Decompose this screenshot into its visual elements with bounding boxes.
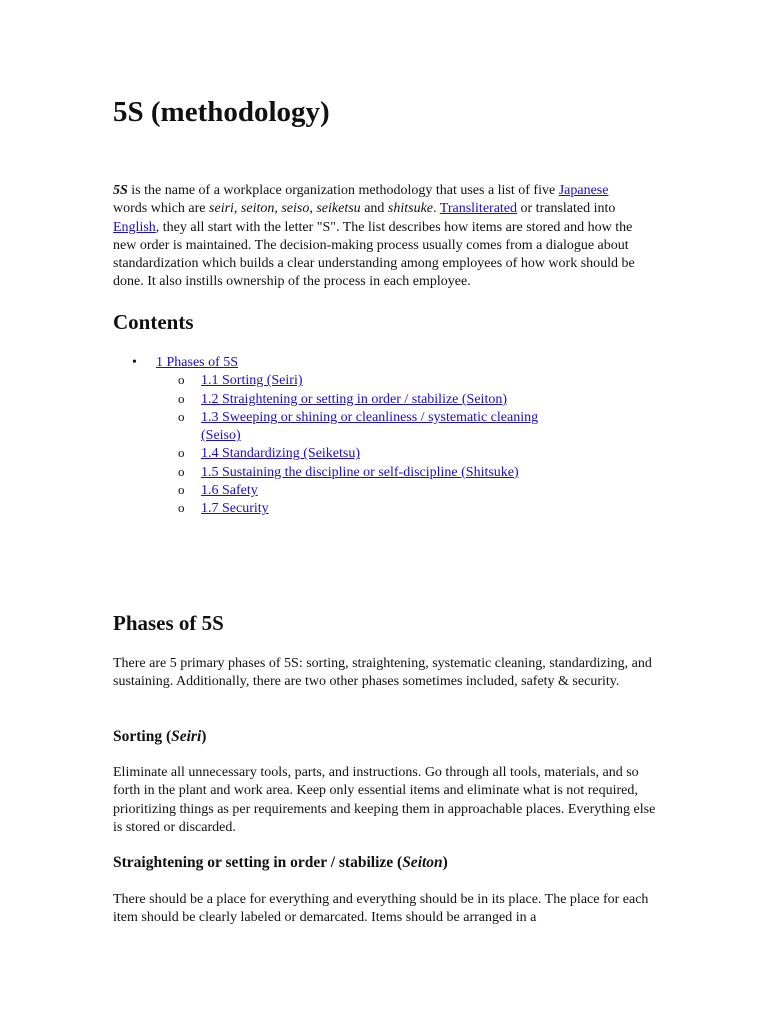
sorting-heading-suffix: ): [201, 728, 207, 745]
toc-item-sweeping: [113, 409, 571, 446]
sorting-heading: [113, 727, 206, 747]
japanese-link[interactable]: Japanese: [558, 183, 609, 198]
toc-link-standardizing[interactable]: 1.4 Standardizing (Seiketsu): [201, 446, 361, 462]
toc-link-security[interactable]: 1.7 Security: [201, 501, 269, 517]
english-link[interactable]: English: [113, 219, 156, 235]
toc-item-phases: [113, 354, 673, 372]
toc-link-straightening[interactable]: 1.2 Straightening or setting in order / stabilize (Seiton): [201, 391, 507, 407]
phases-heading: Phases of 5S: [113, 611, 224, 635]
toc-item-sustaining: [113, 464, 673, 482]
toc-item-straightening: [113, 391, 673, 409]
sorting-heading-term: Seiri: [171, 728, 202, 745]
intro-word-last: shitsuke: [387, 201, 434, 217]
straightening-heading-prefix: Straightening or setting in order / stabilize (: [113, 854, 403, 871]
toc-item-sorting: [113, 372, 673, 390]
page-title: 5S (methodology): [113, 96, 330, 128]
toc-item-standardizing: [113, 445, 673, 463]
sorting-paragraph: Eliminate all unnecessary tools, parts, and instructions. Go through all tools, materials, and so forth in the plant and work area. Keep only essential items and eliminate what is not required, prioritizing things as per requirements and keeping them in approachable places. Everything else is stored or discarded.: [113, 765, 656, 835]
transliterated-link[interactable]: Transliterated: [439, 201, 518, 217]
toc-item-safety: [113, 482, 673, 500]
sorting-heading-prefix: Sorting (: [113, 728, 172, 745]
toc-item-security: [113, 500, 673, 518]
intro-text-1: is the name of a workplace organization methodology that uses a list of five: [127, 183, 559, 198]
toc-link-safety[interactable]: 1.6 Safety: [201, 483, 258, 499]
phases-paragraph: There are 5 primary phases of 5S: sorting, straightening, systematic cleaning, standardizing, and sustaining. Additionally, there are two other phases sometimes included, safety & security.: [113, 656, 652, 690]
toc-link-sustaining[interactable]: 1.5 Sustaining the discipline or self-discipline (Shitsuke): [201, 464, 519, 480]
intro-text-6: , they all start with the letter "S". The list describes how items are stored and how the new order is maintained. The decision-making process usually comes from a dialogue about standardization which builds a clear understanding among employees of how work should be done. It also instills ownership of the process in each employee.: [113, 219, 635, 290]
intro-term: 5S: [113, 183, 128, 198]
intro-words: seiri, seiton, seiso, seiketsu: [209, 201, 361, 217]
toc-link-sorting[interactable]: 1.1 Sorting (Seiri): [201, 373, 303, 389]
intro-text-4: .: [433, 201, 440, 217]
contents-heading: Contents: [113, 310, 194, 334]
table-of-contents: [113, 354, 673, 519]
intro-text-5: or translated into: [517, 201, 616, 217]
intro-text-2: words which are: [113, 201, 210, 217]
straightening-heading-term: Seiton: [402, 854, 443, 871]
straightening-paragraph: There should be a place for everything and everything should be in its place. The place for each item should be clearly labeled or demarcated. Items should be arranged in a: [113, 892, 649, 926]
intro-text-3: and: [360, 201, 388, 217]
intro-paragraph: [113, 182, 658, 292]
straightening-heading-suffix: ): [442, 854, 448, 871]
toc-link-phases[interactable]: 1 Phases of 5S: [156, 355, 239, 370]
straightening-heading: [113, 853, 448, 873]
toc-link-sweeping[interactable]: 1.3 Sweeping or shining or cleanliness / systematic cleaning (Seiso): [201, 409, 539, 444]
